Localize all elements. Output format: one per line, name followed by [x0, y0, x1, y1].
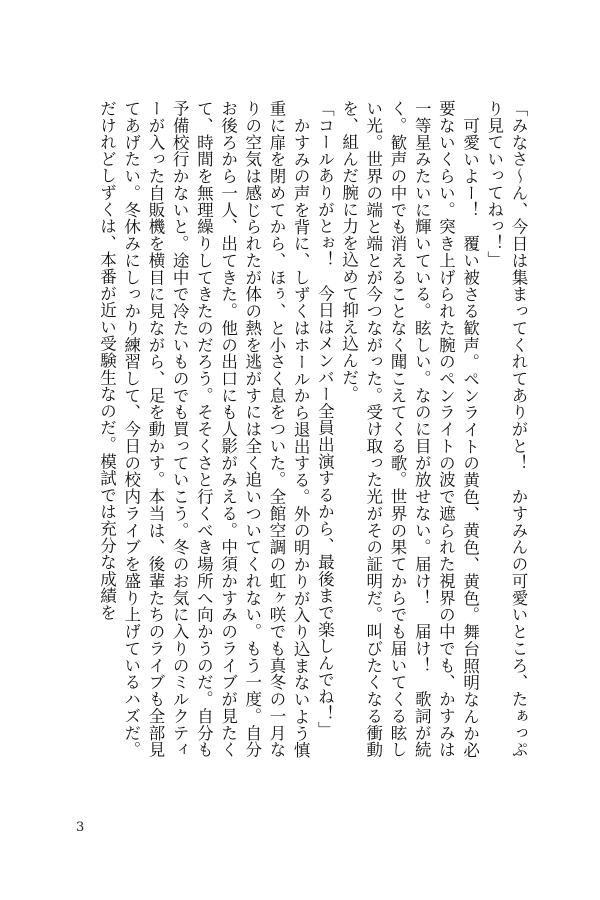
paragraph-dialogue-kasumi: 「みなさ〜ん、今日は集まってくれてありがと！ かすみんの可愛いところ、たぁっぷり見ていってねっ！」	[484, 100, 528, 758]
vertical-text-block	[78, 100, 530, 758]
paragraph-narration-shizuku: かすみの声を背に、しずくはホールから退出する。外の明かりが入り込まないよう慎重に扉を閉めてから、ほぅ、と小さく息をついた。全館空調の虹ヶ咲でも真冬の一月なりの空気は感じられたが体の熱を逃がすには全く追いついてくれない。もう一度。自分お後ろから一人、出てきた。他の出口にも人影がみえる。中須かすみのライブが見たくて、時間を無理繰りしてきたのだろう。そそくさと行くべき場所へ向かうのだ。自分も予備校行かないと。途中で冷たいものでも買っていこう。冬のお気に入りのミルクティーが入った自販機を横目に見ながら、足を動かす。本当は、後輩たちのライブも全部見てあげたい。冬休みにしっかり練習して、今日の校内ライブを盛り上げているハズだ。だけれどしずくは、本番が近い受験生なのだ。模試では充分な成績を	[97, 100, 311, 758]
page-number: 3	[76, 820, 85, 835]
paragraph-narration-concert: 可愛いよー！ 覆い被さる歓声。ペンライトの黄色、黄色、黄色。舞台照明なんか必要ないくらい。突き上げられた腕のペンライトの波で遮られた視界の中でも、かすみは一等星みたいに輝いている。眩しい。なのに目が放せない。届け！ 届け！ 歌詞が続く。歓声の中でも消えることなく聞こえてくる歌。世界の果てからでも届いてくる眩しい光。世界の端と端とが今つながった。受け取った光がその証明だ。叫びたくなる衝動を、組んだ腕に力を込めて抑え込んだ。	[339, 100, 480, 758]
paragraph-dialogue-call: 「コールありがとぉ！ 今日はメンバー全員出演するから、最後まで楽しんでね！」	[315, 100, 335, 739]
